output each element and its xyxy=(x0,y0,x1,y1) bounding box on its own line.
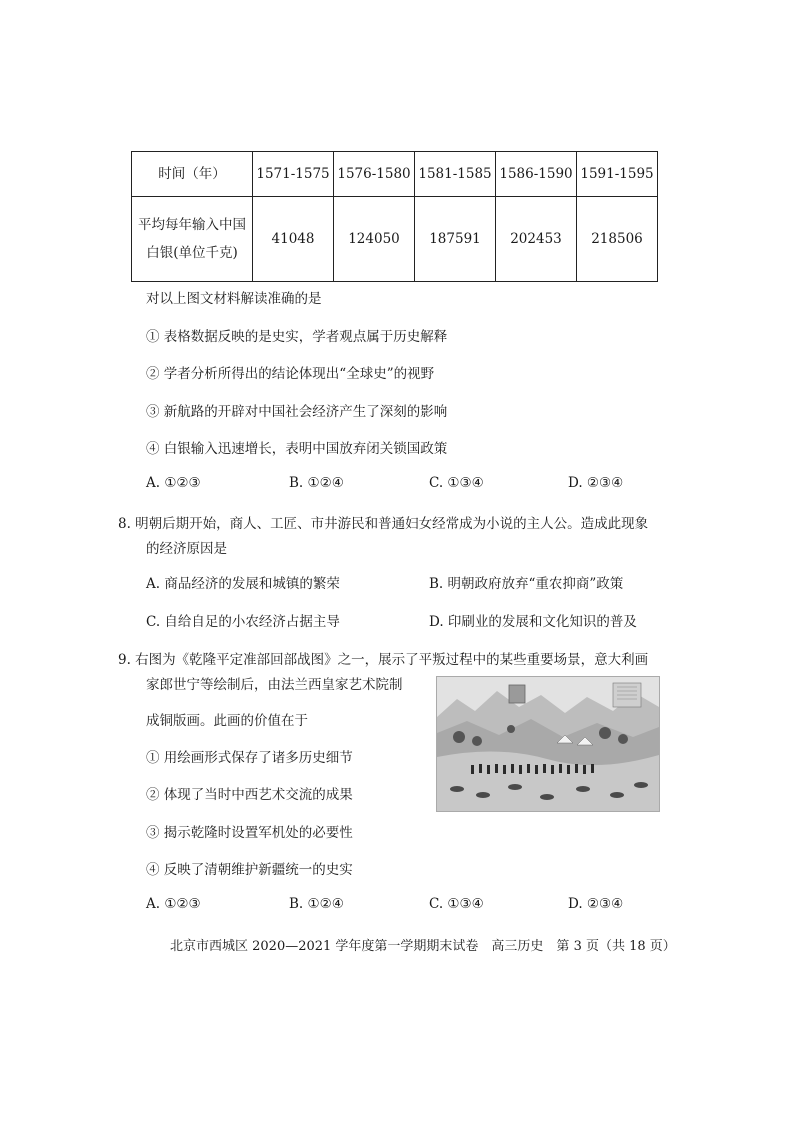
q7-option-d: D. ②③④ xyxy=(568,475,624,491)
q9-stem-line1: 9. 右图为《乾隆平定准部回部战图》之一，展示了平叛过程中的某些重要场景，意大利画 xyxy=(118,652,649,668)
q8-option-a: A. 商品经济的发展和城镇的繁荣 xyxy=(146,576,340,592)
q9-stem-line3: 成铜版画。此画的价值在于 xyxy=(146,713,308,729)
table-value: 41048 xyxy=(253,197,334,282)
q8-stem-line1: 8. 明朝后期开始，商人、工匠、市井游民和普通妇女经常成为小说的主人公。造成此现象 xyxy=(118,516,649,532)
q9-item: ② 体现了当时中西艺术交流的成果 xyxy=(146,787,353,803)
q7-option-c: C. ①③④ xyxy=(429,475,484,491)
q8-option-b: B. 明朝政府放弃“重农抑商”政策 xyxy=(429,576,624,592)
q9-stem-line2: 家郎世宁等绘制后，由法兰西皇家艺术院制 xyxy=(146,677,403,693)
table-value: 202453 xyxy=(496,197,577,282)
table-row-label-line1: 平均每年输入中国 xyxy=(138,217,246,233)
q7-option-a: A. ①②③ xyxy=(146,475,201,491)
table-period: 1586-1590 xyxy=(496,152,577,197)
q9-option-c: C. ①③④ xyxy=(429,896,484,912)
q7-item: ② 学者分析所得出的结论体现出“全球史”的视野 xyxy=(146,366,435,382)
q8-option-c: C. 自给自足的小农经济占据主导 xyxy=(146,614,340,630)
battle-painting-svg xyxy=(437,677,659,811)
q9-option-d: D. ②③④ xyxy=(568,896,624,912)
q8-stem-line2: 的经济原因是 xyxy=(146,541,227,557)
silver-import-table xyxy=(131,151,658,282)
q8-option-d: D. 印刷业的发展和文化知识的普及 xyxy=(429,614,637,630)
table-header-label: 时间（年） xyxy=(132,152,253,197)
q9-item: ① 用绘画形式保存了诸多历史细节 xyxy=(146,750,353,766)
q9-item: ③ 揭示乾隆时设置军机处的必要性 xyxy=(146,825,353,841)
q7-option-b: B. ①②④ xyxy=(289,475,344,491)
table-header-row xyxy=(132,152,658,197)
table-period: 1571-1575 xyxy=(253,152,334,197)
table-period: 1591-1595 xyxy=(577,152,658,197)
page-footer: 北京市西城区 2020—2021 学年度第一学期期末试卷 高三历史 第 3 页（共 18 页） xyxy=(170,939,676,954)
battle-painting-image xyxy=(436,676,660,812)
table-row-label-line2: 白银(单位千克) xyxy=(146,245,238,261)
q7-stem: 对以上图文材料解读准确的是 xyxy=(146,291,322,307)
table-value-row xyxy=(132,197,658,282)
q7-item: ③ 新航路的开辟对中国社会经济产生了深刻的影响 xyxy=(146,404,448,420)
q9-option-a: A. ①②③ xyxy=(146,896,201,912)
table-value: 187591 xyxy=(415,197,496,282)
table-period: 1581-1585 xyxy=(415,152,496,197)
table-row-label xyxy=(132,197,253,282)
q7-item: ① 表格数据反映的是史实，学者观点属于历史解释 xyxy=(146,329,448,345)
table-period: 1576-1580 xyxy=(334,152,415,197)
q7-item: ④ 白银输入迅速增长，表明中国放弃闭关锁国政策 xyxy=(146,441,448,457)
q9-option-b: B. ①②④ xyxy=(289,896,344,912)
q9-item: ④ 反映了清朝维护新疆统一的史实 xyxy=(146,862,353,878)
table-value: 124050 xyxy=(334,197,415,282)
table-value: 218506 xyxy=(577,197,658,282)
